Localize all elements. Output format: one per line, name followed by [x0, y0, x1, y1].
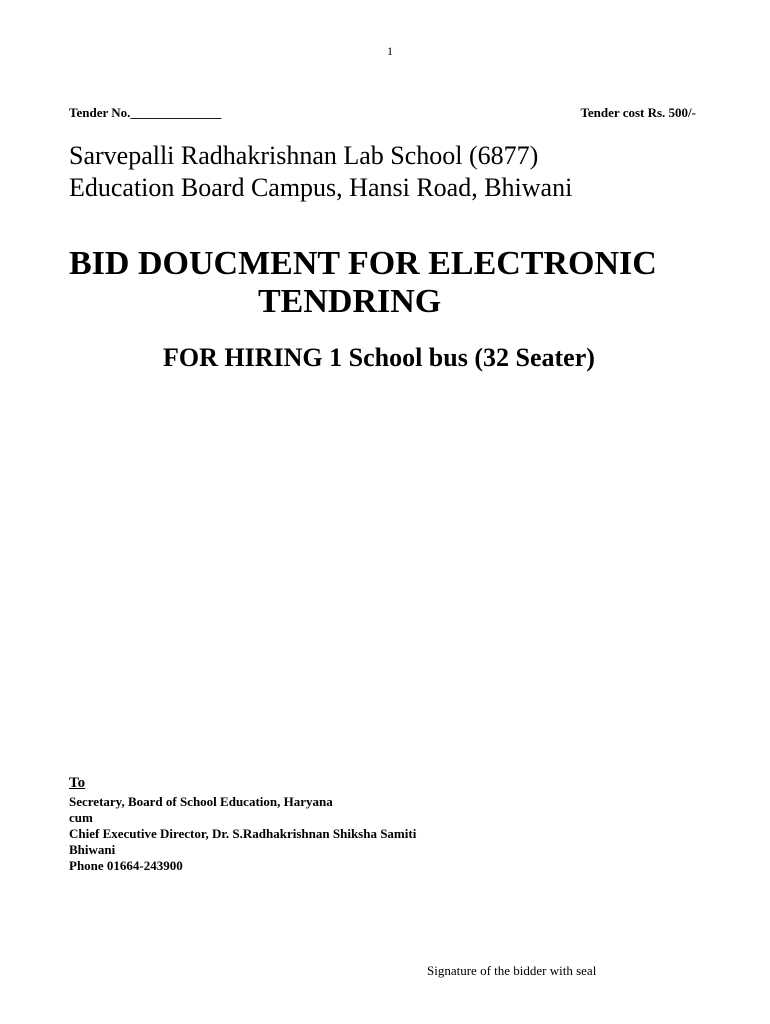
recipient-line: Chief Executive Director, Dr. S.Radhakrishnan Shiksha Samiti — [69, 826, 417, 841]
school-name: Sarvepalli Radhakrishnan Lab School (6877) — [69, 141, 539, 170]
tender-number-field: Tender No.______________ — [69, 105, 222, 120]
to-label: To — [69, 775, 86, 791]
recipient-line: cum — [69, 810, 93, 825]
school-address: Education Board Campus, Hansi Road, Bhiwani — [69, 173, 573, 202]
signature-label: Signature of the bidder with seal — [427, 963, 597, 978]
document-title-line-2: TENDRING — [258, 283, 442, 320]
recipient-line: Secretary, Board of School Education, Haryana — [69, 794, 333, 809]
recipient-line: Bhiwani — [69, 842, 116, 857]
recipient-phone: Phone 01664-243900 — [69, 858, 183, 873]
tender-cost: Tender cost Rs. 500/- — [580, 105, 696, 120]
document-subtitle: FOR HIRING 1 School bus (32 Seater) — [163, 343, 595, 372]
document-title-line-1: BID DOUCMENT FOR ELECTRONIC — [69, 245, 657, 282]
page-number: 1 — [387, 44, 393, 58]
recipient-address-block — [69, 774, 416, 874]
